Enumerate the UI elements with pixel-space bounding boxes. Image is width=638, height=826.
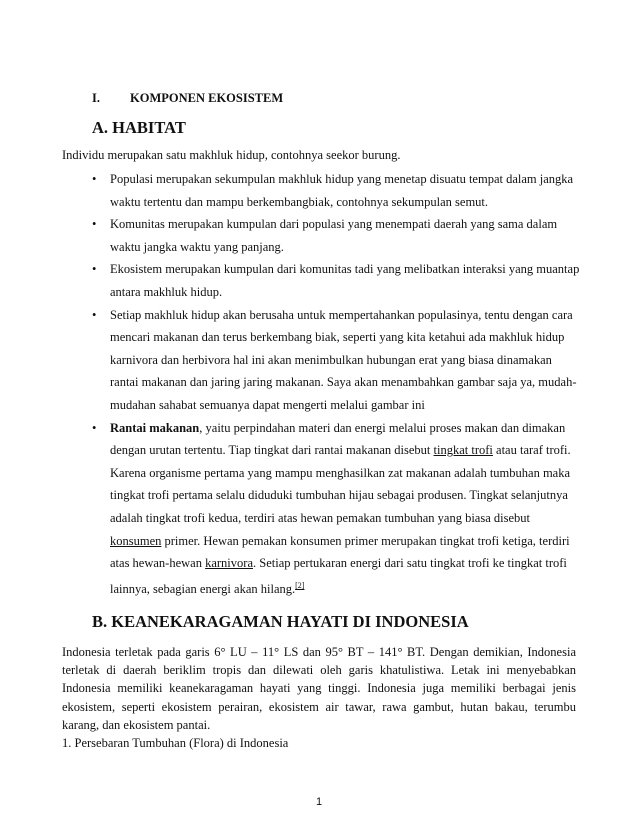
bullet-icon: • [92, 420, 97, 435]
link-tingkat-trofi[interactable]: tingkat trofi [433, 443, 493, 458]
bullet-icon: • [92, 307, 97, 322]
intro-paragraph: Individu merupakan satu makhluk hidup, contohnya seekor burung. [62, 148, 401, 162]
section-a-heading: A. HABITAT [92, 118, 186, 137]
bullet-text: , yaitu perpindahan materi dan energi melalui proses makan dan dimakan dengan urutan tertentu. Tiap tingkat dari rantai makanan disebut [110, 420, 566, 458]
bullet-text: . Setiap pertukaran energi dari satu tingkat trofi ke tingkat trofi lainnya, sebagian energi akan hilang. [110, 556, 567, 596]
reference-link[interactable]: [2] [295, 580, 305, 590]
chapter-title: KOMPONEN EKOSISTEM [130, 91, 284, 105]
bullet-text: Komunitas merupakan kumpulan dari populasi yang menempati daerah yang sama dalam waktu jangka waktu yang panjang. [110, 217, 558, 254]
page-number: 1 [316, 796, 323, 808]
bullet-list [62, 168, 582, 600]
bullet-text: Setiap makhluk hidup akan berusaha untuk mempertahankan populasinya, tentu dengan cara mencari makanan dan terus berkembang biak, seperti yang kita ketahui ada makhluk hidup karnivora dan herbivora hal ini akan menimbulkan hubungan erat yang biasa dinamakan rantai makanan dan jaring jaring makanan. Saya akan menambahkan gambar saja ya, mudah-mudahan sahabat semuanya dapat mengerti melalui gambar ini [110, 307, 577, 412]
list-item [62, 168, 582, 213]
bullet-icon: • [92, 262, 97, 277]
bullet-text: Ekosistem merupakan kumpulan dari komunitas tadi yang melibatkan interaksi yang muantap antara makhluk hidup. [110, 262, 580, 299]
chapter-number: I. [92, 91, 100, 105]
section-b-paragraph: Indonesia terletak pada garis 6° LU – 11° LS dan 95° BT – 141° BT. Dengan demikian, Indonesia terletak di daerah beriklim tropis dan dilewati oleh garis khatulistiwa. Letak ini menyebabkan Indonesia memiliki keanekaragaman hayati yang tinggi. Indonesia juga memiliki berbagai jenis ekosistem, seperti ekosistem perairan, ekosistem air tawar, rawa gambut, hutan bakau, terumbu karang, dan ekosistem pantai. [62, 645, 576, 732]
subsection-heading: 1. Persebaran Tumbuhan (Flora) di Indonesia [62, 736, 289, 750]
bullet-text: Populasi merupakan sekumpulan makhluk hidup yang menetap disuatu tempat dalam jangka waktu tertentu dan mampu berkembangbiak, contohnya sekumpulan semut. [110, 172, 574, 209]
list-item [62, 417, 582, 601]
list-item [62, 258, 582, 303]
section-b-heading: B. KEANEKARAGAMAN HAYATI DI INDONESIA [92, 612, 469, 631]
bullet-icon: • [92, 217, 97, 232]
bullet-text: primer. Hewan pemakan konsumen primer merupakan tingkat trofi ketiga, terdiri atas hewan-hewan [110, 533, 570, 571]
list-item [62, 304, 582, 417]
bullet-text: atau taraf trofi. Karena organisme pertama yang mampu menghasilkan zat makanan adalah tumbuhan maka tingkat trofi pertama selalu diduduki tumbuhan hijau sebagai produsen. Tingkat selanjutnya adalah tingkat trofi kedua, terdiri atas hewan pemakan tumbuhan yang biasa disebut [110, 443, 571, 525]
link-karnivora[interactable]: karnivora [205, 556, 253, 571]
link-konsumen[interactable]: konsumen [110, 533, 162, 548]
bullet-icon: • [92, 172, 97, 186]
chapter-heading [92, 91, 283, 106]
bold-term: Rantai makanan [110, 420, 200, 435]
list-item [62, 213, 582, 258]
